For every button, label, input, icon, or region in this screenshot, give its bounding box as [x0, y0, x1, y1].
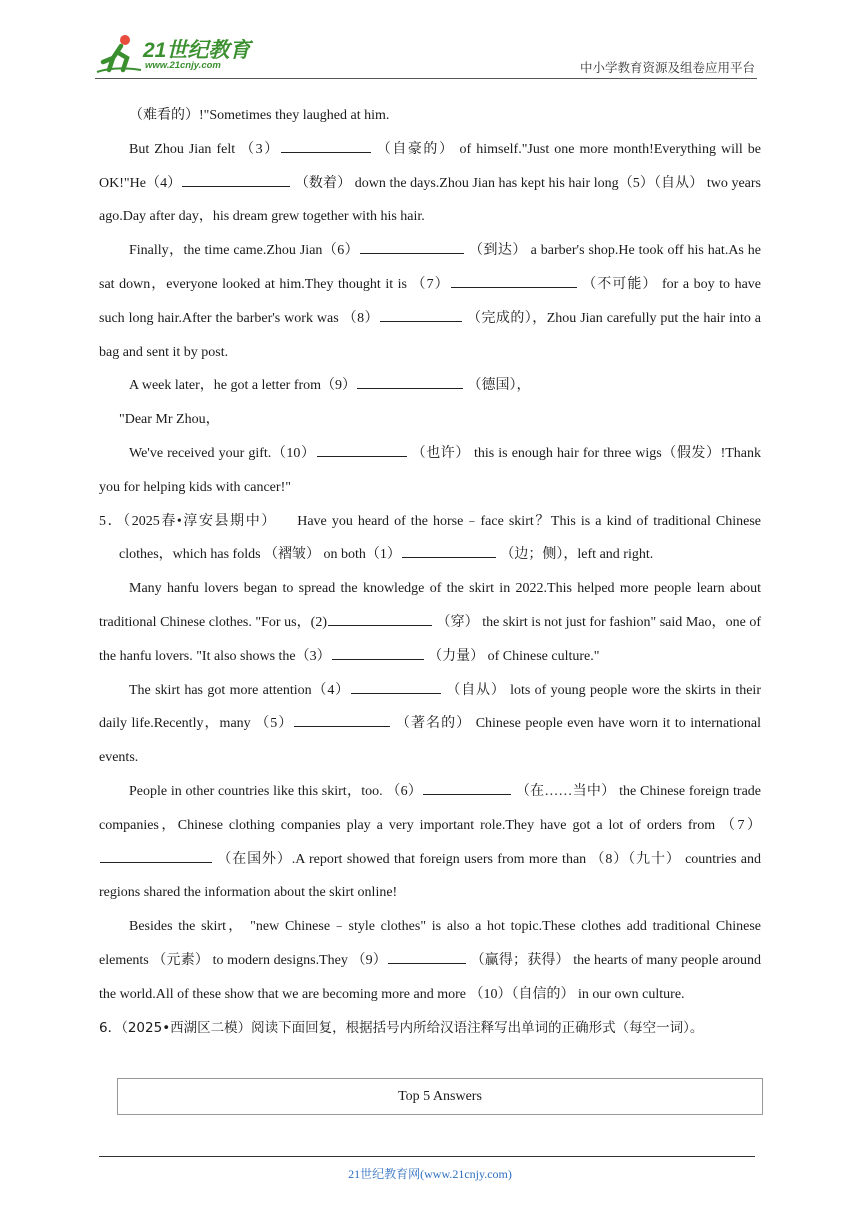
blank-7[interactable]	[451, 273, 577, 288]
blank-6[interactable]	[360, 239, 464, 254]
q4-paragraph-6: We've received your gift.（10） （也许） this is enough hair for three wigs（假发）!Thank you for helping kids with cancer!"	[99, 437, 761, 505]
q6-stem: 6．（2025•西湖区二模）阅读下面回复，根据括号内所给汉语注释写出单词的正确形式（每空一词）。	[99, 1019, 704, 1036]
site-logo	[95, 32, 265, 76]
runner-icon	[95, 32, 145, 76]
blank-5-1[interactable]	[402, 543, 496, 558]
top-answers-title: Top 5 Answers	[398, 1088, 482, 1104]
q5-paragraph-4: People in other countries like this skirt，too. （6） （在……当中） the Chinese foreign trade companies，Chinese clothing companies play a very important role.They have got a lot of orders from （7） （在国外）.A report showed that foreign users from more than （8）（九十） countries and regions shared the information about the skirt online!	[99, 775, 761, 910]
blank-5-6[interactable]	[423, 780, 511, 795]
logo-url: www.21cnjy.com	[145, 60, 221, 71]
q4-letter-salutation: "Dear Mr Zhou，	[119, 412, 220, 428]
q4-paragraph-3: Finally，the time came.Zhou Jian（6） （到达） a barber's shop.He took off his hat.As he sat down，everyone looked at him.They thought it is （7） （不可能） for a boy to have such long hair.After the barber's work was （8） （完成的），Zhou Jian carefully put the hair into a bag and sent it by post.	[99, 234, 761, 369]
blank-10[interactable]	[317, 442, 407, 457]
blank-5-4[interactable]	[351, 679, 441, 694]
footer-divider	[99, 1156, 755, 1157]
q4-paragraph-2: But Zhou Jian felt （3） （自豪的） of himself."Just one more month!Everything will be OK!"He（4） （数着） down the days.Zhou Jian has kept his hair long（5）（自从） two years ago.Day after day，his dream grew together with his hair.	[99, 133, 761, 234]
blank-4[interactable]	[182, 172, 290, 187]
blank-8[interactable]	[380, 307, 462, 322]
blank-5-9[interactable]	[388, 949, 466, 964]
q5-number: 5．	[99, 513, 124, 529]
blank-5-3[interactable]	[332, 645, 424, 660]
q5-paragraph-2: Many hanfu lovers began to spread the knowledge of the skirt in 2022.This helped more people learn about traditional Chinese clothes. "For us，(2) （穿） the skirt is not just for fashion" said Mao，one of the hanfu lovers. "It also shows the（3） （力量） of Chinese culture."	[99, 581, 761, 664]
top-answers-box	[117, 1078, 763, 1115]
q4-paragraph-4: A week later，he got a letter from（9） （德国），	[99, 369, 761, 403]
blank-5-2[interactable]	[328, 611, 432, 626]
q5-source: （2025春•淳安县期中）	[123, 513, 277, 529]
q5-stem: 5．（2025春•淳安县期中） Have you heard of the horse﹣face skirt？This is a kind of traditional Chinese clothes，which has folds （褶皱） on both（1） （边；侧），left and right.	[99, 513, 762, 563]
q5-paragraph-5: Besides the skirt， "new Chinese﹣style clothes" is also a hot topic.These clothes add traditional Chinese elements （元素） to modern designs.They （9） （赢得；获得） the hearts of many people around the world.All of these show that we are becoming more and more （10）（自信的） in our own culture.	[99, 919, 762, 1002]
blank-3[interactable]	[281, 138, 371, 153]
platform-name: 中小学教育资源及组卷应用平台	[579, 60, 755, 75]
page-header	[95, 30, 757, 79]
q5-paragraph-3: The skirt has got more attention（4） （自从） lots of young people wore the skirts in their daily life.Recently，many （5） （著名的） Chinese people even have worn it to international events.	[99, 674, 761, 775]
blank-5-7[interactable]	[100, 848, 212, 863]
question-content	[99, 99, 761, 1045]
blank-5-5[interactable]	[294, 712, 390, 727]
page-footer: 21世纪教育网(www.21cnjy.com)	[348, 1167, 512, 1181]
blank-9[interactable]	[357, 374, 463, 389]
logo-text: 21世纪教育	[143, 39, 251, 62]
q4-line-1: （难看的）!"Sometimes they laughed at him.	[129, 108, 390, 123]
